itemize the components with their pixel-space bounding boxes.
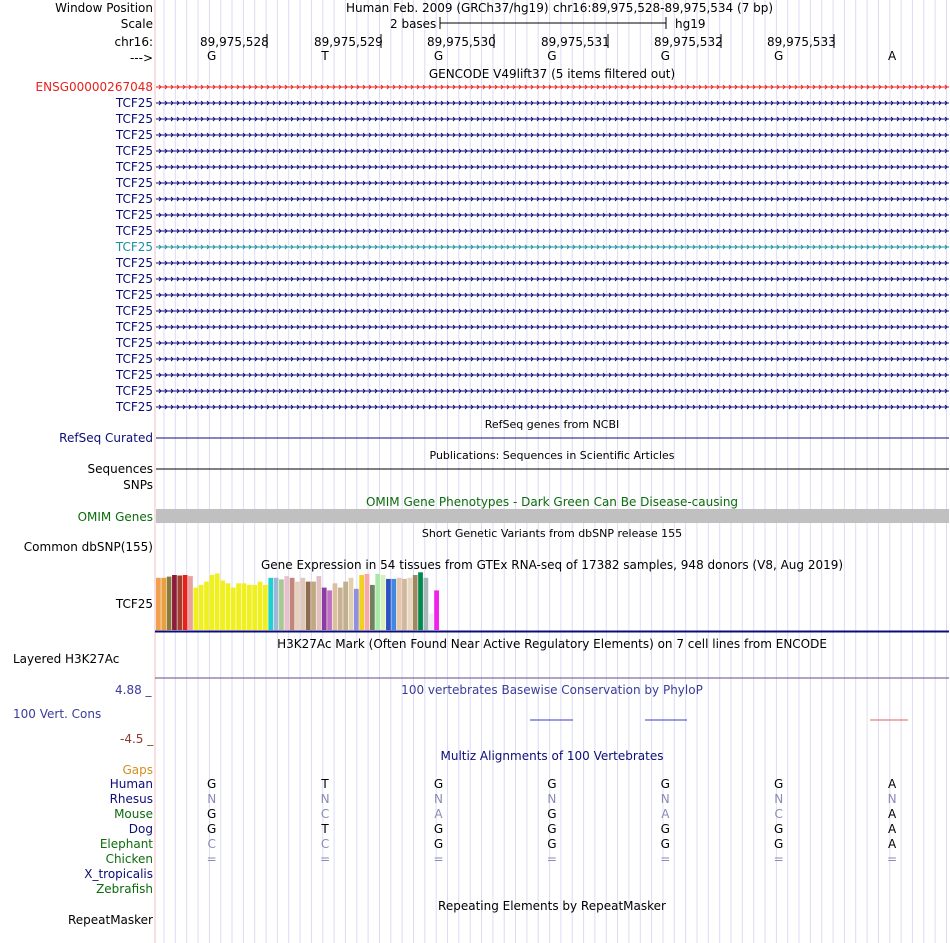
gtex-bar [413,575,418,630]
multiz-species-label[interactable]: Human [109,777,153,791]
gencode-item-label[interactable]: TCF25 [115,224,153,238]
gtex-bar [210,575,215,630]
gencode-item-label[interactable]: TCF25 [115,304,153,318]
multiz-base: A [887,822,897,836]
gtex-bar [204,582,209,630]
gtex-bar [333,583,338,630]
gtex-bar [311,582,316,630]
multiz-base: N [207,792,217,806]
multiz-base: G [547,777,557,791]
gencode-item-label[interactable]: TCF25 [115,128,153,142]
gtex-bar [268,578,273,630]
ruler-coordinate: 89,975,528 [200,35,269,49]
scale-text: 2 bases [390,17,437,31]
multiz-species-label[interactable]: Elephant [99,837,153,851]
multiz-base: G [660,822,670,836]
multiz-base: G [774,822,784,836]
gencode-item-label[interactable]: TCF25 [115,288,153,302]
multiz-species-label[interactable]: Dog [128,822,153,836]
base: G [660,49,670,63]
gtex-bar [386,579,391,630]
gtex-bar [359,575,364,630]
omim-bar [156,509,949,523]
dbsnp-track-label[interactable]: Common dbSNP(155) [23,540,153,554]
gtex-bar [226,583,231,630]
gtex-bar [397,578,402,630]
multiz-base: = [887,852,898,866]
multiz-base: C [320,837,330,851]
multiz-base: N [547,792,557,806]
gtex-bar [183,575,188,630]
chrom-label: chr16: [114,35,153,49]
multiz-base: = [546,852,557,866]
gtex-bar [402,579,407,630]
multiz-base: N [887,792,897,806]
multiz-species-label[interactable]: Zebrafish [96,882,153,896]
multiz-base: G [433,822,444,836]
pubs-track-label-snps[interactable]: SNPs [123,478,153,492]
gtex-bar [220,581,225,631]
gencode-item-label[interactable]: TCF25 [115,192,153,206]
gtex-bar [322,588,327,630]
refseq-track-title: RefSeq genes from NCBI [484,418,620,431]
h3k27ac-track-title: H3K27Ac Mark (Often Found Near Active Regulatory Elements) on 7 cell lines from ENCODE [277,637,827,651]
base: G [433,49,444,63]
gtex-bar [407,578,412,630]
omim-track-label[interactable]: OMIM Genes [77,510,153,524]
gtex-bar [424,578,429,630]
gencode-item-label[interactable]: TCF25 [115,96,153,110]
gtex-bar [247,585,252,630]
omim-track-title: OMIM Gene Phenotypes - Dark Green Can Be Disease-causing [365,495,739,509]
base: T [321,49,329,63]
multiz-gaps-label: Gaps [122,763,153,777]
multiz-base: = [433,852,444,866]
gtex-track-title: Gene Expression in 54 tissues from GTEx RNA-seq of 17382 samples, 948 donors (V8, Aug 2019) [260,558,844,572]
gencode-track-title: GENCODE V49lift37 (5 items filtered out) [428,67,676,81]
multiz-base: = [660,852,671,866]
multiz-species-label[interactable]: Mouse [114,807,153,821]
ruler-coordinate: 89,975,530 [427,35,496,49]
multiz-base: A [434,807,443,821]
gtex-bar [375,574,380,630]
gencode-item-label[interactable]: TCF25 [115,208,153,222]
multiz-base: T [321,777,329,791]
gtex-bar [215,573,220,630]
gencode-item-label[interactable]: TCF25 [115,112,153,126]
base: A [887,49,897,63]
gtex-bar [295,582,300,630]
gtex-bar [274,578,279,630]
base: G [207,49,217,63]
gtex-bar [365,574,370,630]
pubs-track-label-sequences[interactable]: Sequences [87,462,153,476]
multiz-species-label[interactable]: X_tropicalis [84,867,153,881]
gtex-bar [349,578,354,630]
multiz-species-label[interactable]: Rhesus [109,792,153,806]
multiz-base: G [660,837,670,851]
gtex-bar [391,579,396,630]
cons-max-value: 4.88 _ [115,683,152,697]
refseq-track-label[interactable]: RefSeq Curated [59,431,153,445]
ruler-coordinate: 89,975,533 [767,35,836,49]
gtex-bar [258,582,263,630]
gtex-track-label[interactable]: TCF25 [115,597,153,611]
pubs-track-title: Publications: Sequences in Scientific Articles [429,449,675,462]
gtex-bar [343,582,348,630]
multiz-base: N [320,792,330,806]
gtex-bar [381,575,386,630]
cons-min-value: -4.5 _ [120,732,154,746]
multiz-base: N [660,792,670,806]
gencode-item-label[interactable]: TCF25 [115,240,153,254]
gtex-bar [236,583,241,630]
gencode-item-label[interactable]: TCF25 [115,176,153,190]
gtex-bar [161,578,166,630]
gtex-bar [279,579,284,630]
gtex-bar [188,576,193,630]
gtex-bar [418,572,423,630]
multiz-base: A [887,807,897,821]
multiz-base: G [433,777,444,791]
gtex-bar [177,576,182,631]
cons-track-title: 100 vertebrates Basewise Conservation by PhyloP [401,683,703,697]
multiz-base: A [887,777,897,791]
gencode-item-label[interactable]: TCF25 [115,368,153,382]
gtex-bar [284,576,289,630]
multiz-base: C [774,807,783,821]
multiz-base: T [321,822,329,836]
gencode-item-label[interactable]: TCF25 [115,384,153,398]
gtex-bar [199,585,204,630]
multiz-base: G [207,822,217,836]
gencode-item-label[interactable]: TCF25 [115,352,153,366]
cons-track-label[interactable]: 100 Vert. Cons [13,707,102,721]
gtex-bar [172,575,177,630]
gtex-bar [290,578,295,630]
ruler-coordinate: 89,975,529 [314,35,383,49]
multiz-base: = [320,852,331,866]
gencode-item-label[interactable]: TCF25 [115,400,153,414]
multiz-base: N [774,792,784,806]
gtex-bar [193,588,198,630]
multiz-base: G [774,777,784,791]
dbsnp-track-title: Short Genetic Variants from dbSNP release 155 [421,527,683,540]
gtex-bar [300,578,305,630]
repeatmasker-track-title: Repeating Elements by RepeatMasker [438,899,666,913]
multiz-base: N [434,792,443,806]
gtex-bar [370,585,375,630]
ruler-coordinate: 89,975,532 [654,35,723,49]
multiz-base: G [547,807,557,821]
gtex-bar [306,582,311,630]
repeatmasker-track-label[interactable]: RepeatMasker [67,913,153,927]
multiz-base: G [547,837,557,851]
ruler-coordinate: 89,975,531 [541,35,610,49]
gtex-bar [338,588,343,630]
multiz-track-title: Multiz Alignments of 100 Vertebrates [440,749,664,763]
window-position-label: Window Position [55,1,153,15]
multiz-base: G [207,777,217,791]
gtex-bar [231,588,236,630]
gtex-bar [434,590,439,630]
gencode-item-label[interactable]: TCF25 [115,160,153,174]
gencode-item-label[interactable]: ENSG00000267048 [35,80,153,94]
assembly-title: Human Feb. 2009 (GRCh37/hg19) [346,1,549,15]
gtex-bar [327,590,332,630]
multiz-base: A [661,807,670,821]
gtex-bar [156,578,161,630]
multiz-base: = [206,852,217,866]
gencode-item-label[interactable]: TCF25 [115,144,153,158]
multiz-base: G [547,822,557,836]
multiz-base: G [433,837,444,851]
multiz-base: G [774,837,784,851]
scale-label: Scale [120,17,153,31]
gtex-bar [252,585,257,630]
gtex-bar [317,576,322,630]
gtex-bar [429,614,434,631]
multiz-base: G [207,807,217,821]
multiz-base: A [887,837,897,851]
base: G [547,49,557,63]
gencode-item-label[interactable]: TCF25 [115,320,153,334]
strand-label: ---> [129,51,153,65]
position-title: chr16:89,975,528-89,975,534 (7 bp) [553,1,774,15]
multiz-base: = [773,852,784,866]
gencode-item-label[interactable]: TCF25 [115,272,153,286]
gtex-bar [167,577,172,630]
scale-db: hg19 [675,17,706,31]
gtex-bar [242,583,247,630]
base: G [774,49,784,63]
multiz-base: C [320,807,330,821]
gencode-item-label[interactable]: TCF25 [115,336,153,350]
gtex-bar [354,589,359,630]
multiz-base: G [660,777,670,791]
h3k27ac-track-label[interactable]: Layered H3K27Ac [13,652,120,666]
multiz-species-label[interactable]: Chicken [105,852,153,866]
gencode-item-label[interactable]: TCF25 [115,256,153,270]
gtex-bar [263,585,268,630]
multiz-base: C [207,837,216,851]
